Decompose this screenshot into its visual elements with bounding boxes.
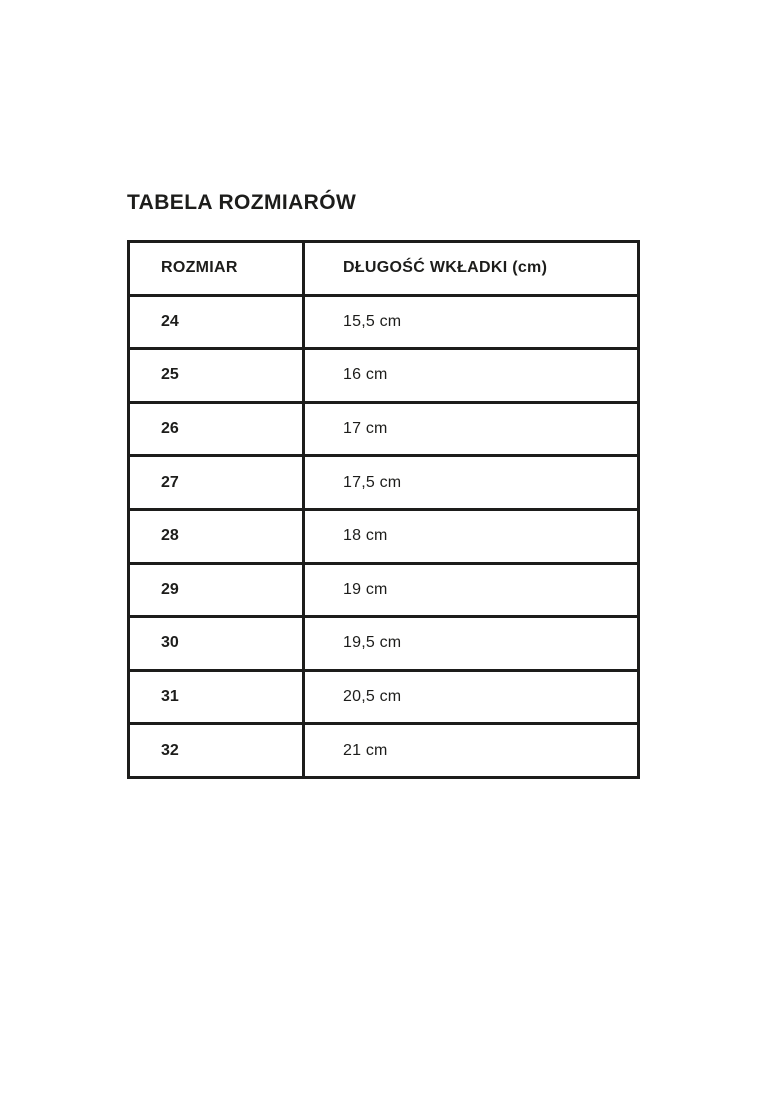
size-cell: 25: [129, 349, 304, 403]
size-cell: 27: [129, 456, 304, 510]
size-cell: 31: [129, 670, 304, 724]
table-row: [129, 295, 639, 349]
size-cell: 30: [129, 617, 304, 671]
insole-length-cell: 20,5 cm: [304, 670, 639, 724]
table-row: [129, 456, 639, 510]
table-row: [129, 509, 639, 563]
table-row: [129, 670, 639, 724]
insole-length-cell: 17,5 cm: [304, 456, 639, 510]
column-header-rozmiar: ROZMIAR: [129, 242, 304, 296]
insole-length-cell: 19 cm: [304, 563, 639, 617]
insole-length-cell: 17 cm: [304, 402, 639, 456]
table-row: [129, 402, 639, 456]
table-row: [129, 617, 639, 671]
size-cell: 28: [129, 509, 304, 563]
size-table: [127, 240, 640, 779]
size-cell: 29: [129, 563, 304, 617]
page-title: TABELA ROZMIARÓW: [127, 191, 357, 214]
insole-length-cell: 15,5 cm: [304, 295, 639, 349]
table-row: [129, 563, 639, 617]
table-row: [129, 349, 639, 403]
insole-length-cell: 16 cm: [304, 349, 639, 403]
insole-length-cell: 19,5 cm: [304, 617, 639, 671]
column-header-dlugosc-wkladki: DŁUGOŚĆ WKŁADKI (cm): [304, 242, 639, 296]
insole-length-cell: 21 cm: [304, 724, 639, 778]
table-row: [129, 724, 639, 778]
size-cell: 32: [129, 724, 304, 778]
table-body: [129, 295, 639, 777]
header-row: [129, 242, 639, 296]
insole-length-cell: 18 cm: [304, 509, 639, 563]
size-cell: 24: [129, 295, 304, 349]
size-cell: 26: [129, 402, 304, 456]
